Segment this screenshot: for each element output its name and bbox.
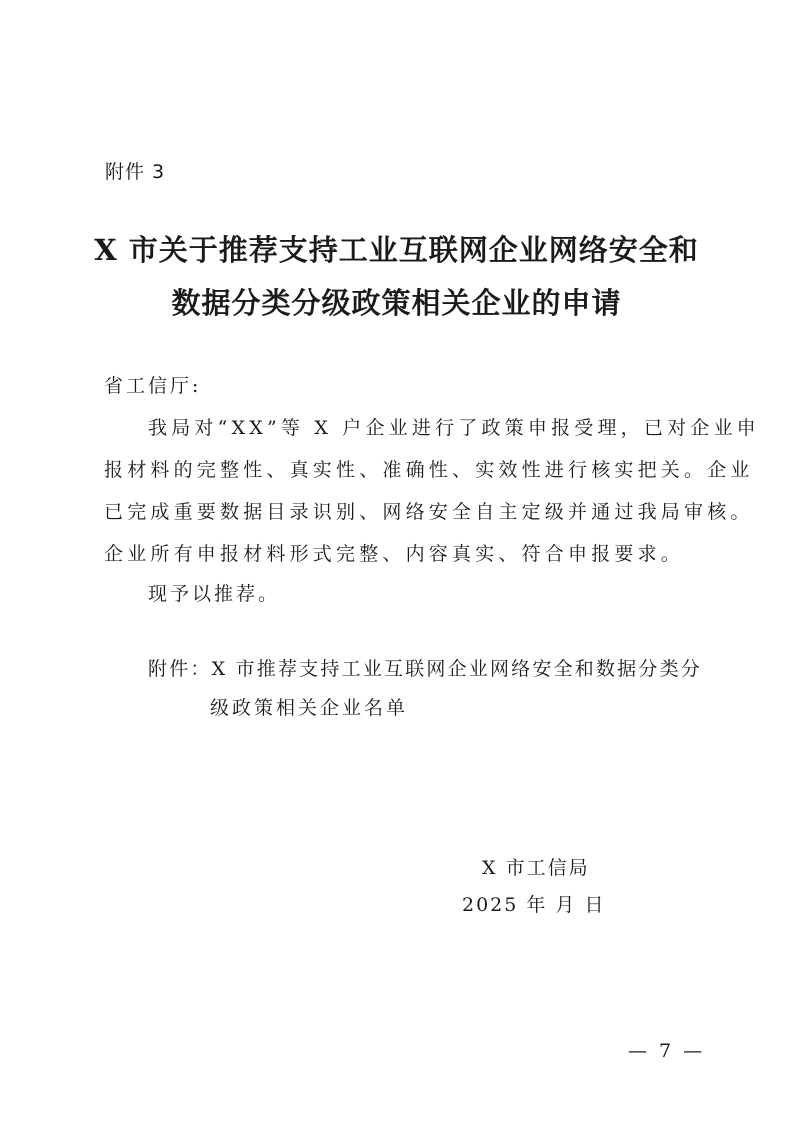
body-paragraph-line: 我局对“XX”等 X 户企业进行了政策申报受理，已对企业申 [148,417,760,439]
page-number: — 7 — [628,1040,706,1062]
document-title-line-1: X 市关于推荐支持工业互联网企业网络安全和 [94,233,699,267]
body-paragraph-line: 已完成重要数据目录识别、网络安全自主定级并通过我局审核。 [104,501,754,523]
signature-date: 2025 年 月 日 [462,894,606,916]
document-title-line-2: 数据分类分级政策相关企业的申请 [171,286,622,320]
body-paragraph-line: 企业所有申报材料形式完整、内容真实、符合申报要求。 [104,543,685,565]
attachment-number: 附件 3 [105,161,166,183]
attachment-reference-line-1: 附件：X 市推荐支持工业互联网企业网络安全和数据分类分 [148,658,702,680]
body-paragraph-line: 报材料的完整性、真实性、准确性、实效性进行核实把关。企业 [104,459,754,481]
recipient-salutation: 省工信厅: [104,375,202,397]
attachment-reference-line-2: 级政策相关企业名单 [210,697,409,719]
recommendation-statement: 现予以推荐。 [148,583,281,605]
signature-organization: X 市工信局 [482,857,590,879]
